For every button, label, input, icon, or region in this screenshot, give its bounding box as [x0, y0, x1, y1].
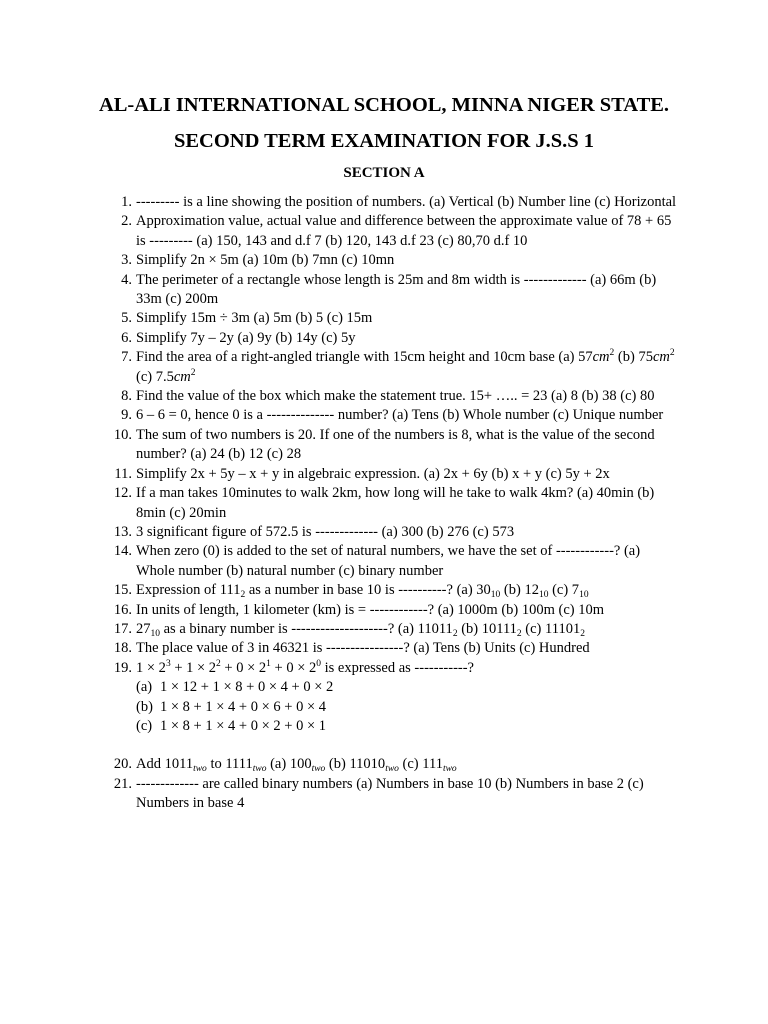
question-20: [108, 755, 678, 774]
question-text: The sum of two numbers is 20. If one of the numbers is 8, what is the value of the second number? (a) 24 (b) 12 (c) 28: [136, 426, 655, 463]
question-list: [108, 193, 678, 814]
question-number: 19.: [113, 659, 132, 676]
question-21: [108, 775, 678, 814]
question-7: [108, 348, 678, 387]
question-number: 16.: [113, 601, 132, 618]
question-number: 3.: [121, 252, 132, 269]
question-text: Find the area of a right-angled triangle with 15cm height and 10cm base (a) $57cm^2$ (b) $75cm^2$ (c) $7.5cm^2$: [136, 348, 675, 385]
option-c: (c) 1 × 8 + 1 × 4 + 0 × 2 + 0 × 1: [136, 717, 326, 734]
question-number: 21.: [113, 775, 132, 792]
question-number: 18.: [113, 640, 132, 657]
question-text: When zero (0) is added to the set of natural numbers, we have the set of ------------? (a) Whole number (b) natural number (c) binary number: [136, 543, 641, 579]
question-number: 12.: [113, 485, 132, 502]
question-number: 2.: [121, 213, 132, 230]
question-text: --------- is a line showing the position of numbers. (a) Vertical (b) Number line (c) Horizontal: [136, 194, 677, 210]
question-14: [108, 542, 678, 581]
question-text: In units of length, 1 kilometer (km) is = ------------? (a) 1000m (b) 100m (c) 10m: [136, 601, 605, 618]
question-3: [108, 251, 678, 270]
question-number: 13.: [113, 523, 132, 540]
question-text: The perimeter of a rectangle whose length is 25m and 8m width is ------------- (a) 66m (b) 33m (c) 200m: [136, 271, 657, 308]
question-number: 10.: [113, 426, 132, 443]
question-number: 7.: [121, 349, 132, 366]
question-number: 14.: [113, 543, 132, 560]
section-title: SECTION A: [343, 165, 425, 181]
question-text: Simplify 15m ÷ 3m (a) 5m (b) 5 (c) 15m: [136, 310, 373, 327]
question-number: 6.: [121, 329, 132, 346]
question-11: [108, 465, 678, 484]
question-17: [108, 620, 678, 639]
question-text: If a man takes 10minutes to walk 2km, how long will he take to walk 4km? (a) 40min (b) 8min (c) 20min: [136, 485, 655, 521]
question-15: [108, 581, 678, 600]
question-text: $27_{10}$ as a binary number is --------------------? (a) $11011_2$ (b) $10111_2$ (c) $11101_2$: [136, 620, 585, 639]
question-text: 6 – 6 = 0, hence 0 is a -------------- number? (a) Tens (b) Whole number (c) Unique number: [136, 407, 664, 424]
question-number: 15.: [113, 582, 132, 599]
question-number: 1.: [121, 194, 132, 210]
question-8: [108, 387, 678, 406]
question-text: The place value of 3 in 46321 is ----------------? (a) Tens (b) Units (c) Hundred: [136, 640, 590, 657]
question-12: [108, 484, 678, 523]
question-10: [108, 426, 678, 465]
option-b: (b) 1 × 8 + 1 × 4 + 0 × 6 + 0 × 4: [136, 698, 326, 715]
question-text: Find the value of the box which make the statement true. 15+ ….. = 23 (a) 8 (b) 38 (c) 80: [136, 388, 655, 405]
question-2: [108, 212, 678, 251]
school-title: AL-ALI INTERNATIONAL SCHOOL, MINNA NIGER STATE.: [98, 94, 670, 116]
question-4: [108, 271, 678, 310]
question-6: [108, 329, 678, 348]
question-number: 5.: [121, 310, 132, 327]
question-text: Simplify 7y – 2y (a) 9y (b) 14y (c) 5y: [136, 329, 356, 346]
question-number: 17.: [113, 620, 132, 637]
question-text: Simplify 2x + 5y – x + y in algebraic expression. (a) 2x + 6y (b) x + y (c) 5y + 2x: [136, 465, 610, 482]
question-number: 9.: [121, 407, 132, 424]
question-number: 4.: [121, 271, 132, 288]
question-number: 8.: [121, 388, 132, 405]
option-a: (a) 1 × 12 + 1 × 8 + 0 × 4 + 0 × 2: [136, 679, 334, 696]
question-18: [108, 639, 678, 658]
spacer: [108, 736, 678, 755]
question-text: Simplify 2n × 5m (a) 10m (b) 7mn (c) 10mn: [136, 252, 395, 269]
question-text: Expression of $111_2$ as a number in base 10 is ----------? (a) $30_{10}$ (b) $12_{10}$ (c) $7_{10}$: [136, 582, 589, 601]
question-9: [108, 406, 678, 425]
question-text: $1 \times 2^3 + 1 \times 2^2 + 0 \times 2^1 + 0 \times 2^0$ is expressed as -----------?: [136, 658, 474, 676]
exam-title: SECOND TERM EXAMINATION FOR J.S.S 1: [173, 130, 595, 152]
question-13: [108, 523, 678, 542]
question-5: [108, 309, 678, 328]
question-text: Approximation value, actual value and difference between the approximate value of 78 + 65 is --------- (a) 150, 143 and d.f 7 (b) 120, 143 d.f 23 (c) 80,70 d.f 10: [136, 213, 672, 249]
question-number: 11.: [114, 465, 132, 482]
question-text: 3 significant figure of 572.5 is ------------- (a) 300 (b) 276 (c) 573: [136, 523, 515, 540]
question-1: [108, 193, 678, 212]
question-text: Add $1011_{two}$ to $1111_{two}$ (a) $100_{two}$ (b) $11010_{two}$ (c) $111_{two}$: [136, 756, 457, 775]
question-16: [108, 601, 678, 620]
question-text: ------------- are called binary numbers (a) Numbers in base 10 (b) Numbers in base 2 (c) Numbers in base 4: [136, 775, 644, 812]
question-number: 20.: [113, 756, 132, 773]
question-19: [108, 659, 678, 737]
